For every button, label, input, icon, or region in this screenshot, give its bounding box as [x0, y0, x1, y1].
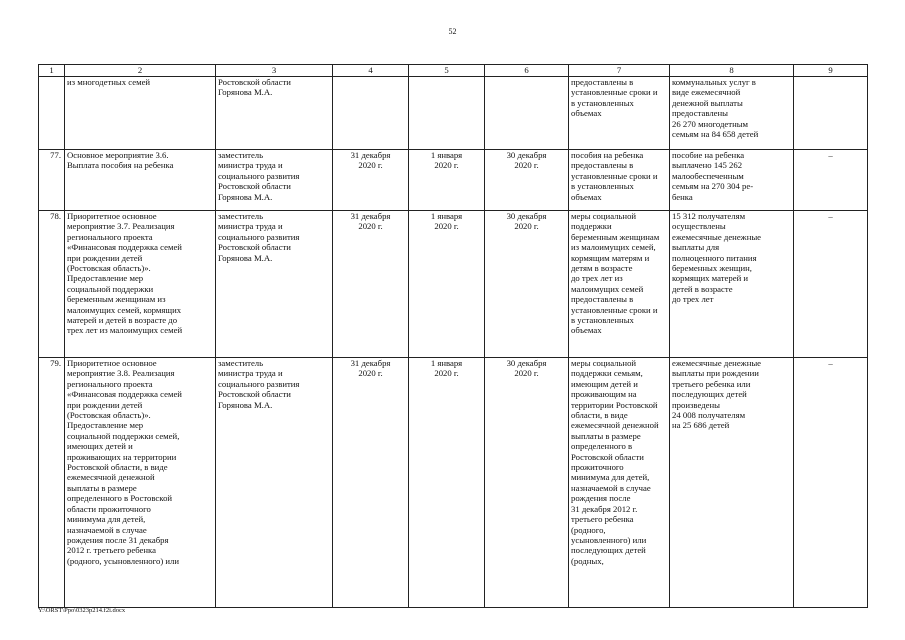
event-name-cell: [65, 211, 216, 358]
file-path-footer: Y:\ORST\Ppo\0323p214.f2i.docx: [38, 607, 126, 614]
responsible: Ростовской области Горянова М.А.: [218, 77, 291, 98]
event-name-cell: [65, 358, 216, 608]
responsible-cell: [216, 77, 333, 150]
event-name-cell: [65, 77, 216, 150]
header-col-6: 6: [485, 65, 569, 77]
table-row: [39, 150, 868, 211]
planned-date-cell: 31 декабря 2020 г.: [333, 211, 409, 358]
end-date-cell: 30 декабря 2020 г.: [485, 358, 569, 608]
planned-date-cell: [333, 77, 409, 150]
start-date-cell: [409, 77, 485, 150]
start-date-cell: 1 января 2020 г.: [409, 150, 485, 211]
end-date-cell: 30 декабря 2020 г.: [485, 211, 569, 358]
expected-result-cell: предоставлены в установленные сроки и в установленных объемах: [569, 77, 670, 150]
notes-cell: –: [794, 211, 868, 358]
actual-result-cell: ежемесячные денежные выплаты при рождении третьего ребенка или последующих детей произведены 24 008 получателям на 25 686 детей: [670, 358, 794, 608]
table-row: [39, 358, 868, 608]
row-number: [39, 77, 65, 150]
notes-cell: [794, 77, 868, 150]
page-number: 52: [448, 27, 457, 36]
header-row: [39, 65, 868, 77]
header-col-2: 2: [65, 65, 216, 77]
row-number: 77.: [39, 150, 65, 211]
responsible-cell: [216, 358, 333, 608]
row-number: 78.: [39, 211, 65, 358]
responsible: заместитель министра труда и социального развития Ростовской области Горянова М.А.: [218, 150, 300, 202]
planned-date-cell: 31 декабря 2020 г.: [333, 150, 409, 211]
document-table: [38, 64, 868, 608]
end-date-cell: [485, 77, 569, 150]
row-number: 79.: [39, 358, 65, 608]
expected-result-cell: меры социальной поддержки беременным женщинам из малоимущих семей, кормящим матерям и детям в возрасте до трех лет из малоимущих семей предоставлены в установленные сроки и в установленных объемах: [569, 211, 670, 358]
end-date-cell: 30 декабря 2020 г.: [485, 150, 569, 211]
responsible-cell: [216, 211, 333, 358]
event-name: из многодетных семей: [67, 77, 151, 87]
notes-cell: –: [794, 150, 868, 211]
actual-result-cell: коммунальных услуг в виде ежемесячной денежной выплаты предоставлены 26 270 многодетным семьям на 84 658 детей: [670, 77, 794, 150]
start-date-cell: 1 января 2020 г.: [409, 211, 485, 358]
event-name: Приоритетное основное мероприятие 3.8. Реализация регионального проекта «Финансовая поддержка семей при рождении детей (Ростовская область)». Предоставление мер социальной поддержки семей, имеющих детей и проживающих на территории Ростовской области, в виде ежемесячной денежной выплаты в размере определенного в Ростовской области прожиточного минимума для детей, назначаемой в случае рождения после 31 декабря 2012 г. третьего ребенка (родного, усыновленного) или: [67, 358, 182, 566]
header-col-9: 9: [794, 65, 868, 77]
header-col-1: 1: [39, 65, 65, 77]
table-row: [39, 211, 868, 358]
table-row: [39, 77, 868, 150]
header-col-8: 8: [670, 65, 794, 77]
actual-result-cell: 15 312 получателям осуществлены ежемесячные денежные выплаты для полноценного питания беременных женщин, кормящих матерей и детей в возрасте до трех лет: [670, 211, 794, 358]
event-name: Приоритетное основное мероприятие 3.7. Реализация регионального проекта «Финансовая поддержка семей при рождении детей (Ростовская область)». Предоставление мер социальной поддержки беременным женщинам из малоимущих семей, кормящих матерей и детей в возрасте до трех лет из малоимущих семей: [67, 211, 183, 336]
header-col-7: 7: [569, 65, 670, 77]
responsible: заместитель министра труда и социального развития Ростовской области Горянова М.А.: [218, 211, 300, 263]
start-date-cell: 1 января 2020 г.: [409, 358, 485, 608]
actual-result-cell: пособие на ребенка выплачено 145 262 малообеспеченным семьям на 270 304 ре- бенка: [670, 150, 794, 211]
header-col-4: 4: [333, 65, 409, 77]
header-col-5: 5: [409, 65, 485, 77]
expected-result-cell: пособия на ребенка предоставлены в установленные сроки и в установленных объемах: [569, 150, 670, 211]
expected-result-cell: меры социальной поддержки семьям, имеющим детей и проживающим на территории Ростовской области, в виде ежемесячной денежной выплаты в размере определенного в Ростовской области прожиточного минимума для детей, назначаемой в случае рождения после 31 декабря 2012 г. третьего ребенка (родного, усыновленного) или последующих детей (родных,: [569, 358, 670, 608]
responsible-cell: [216, 150, 333, 211]
responsible: заместитель министра труда и социального развития Ростовской области Горянова М.А.: [218, 358, 300, 410]
event-name-cell: [65, 150, 216, 211]
event-name: Основное мероприятие 3.6. Выплата пособия на ребенка: [67, 150, 174, 171]
header-col-3: 3: [216, 65, 333, 77]
notes-cell: –: [794, 358, 868, 608]
planned-date-cell: 31 декабря 2020 г.: [333, 358, 409, 608]
